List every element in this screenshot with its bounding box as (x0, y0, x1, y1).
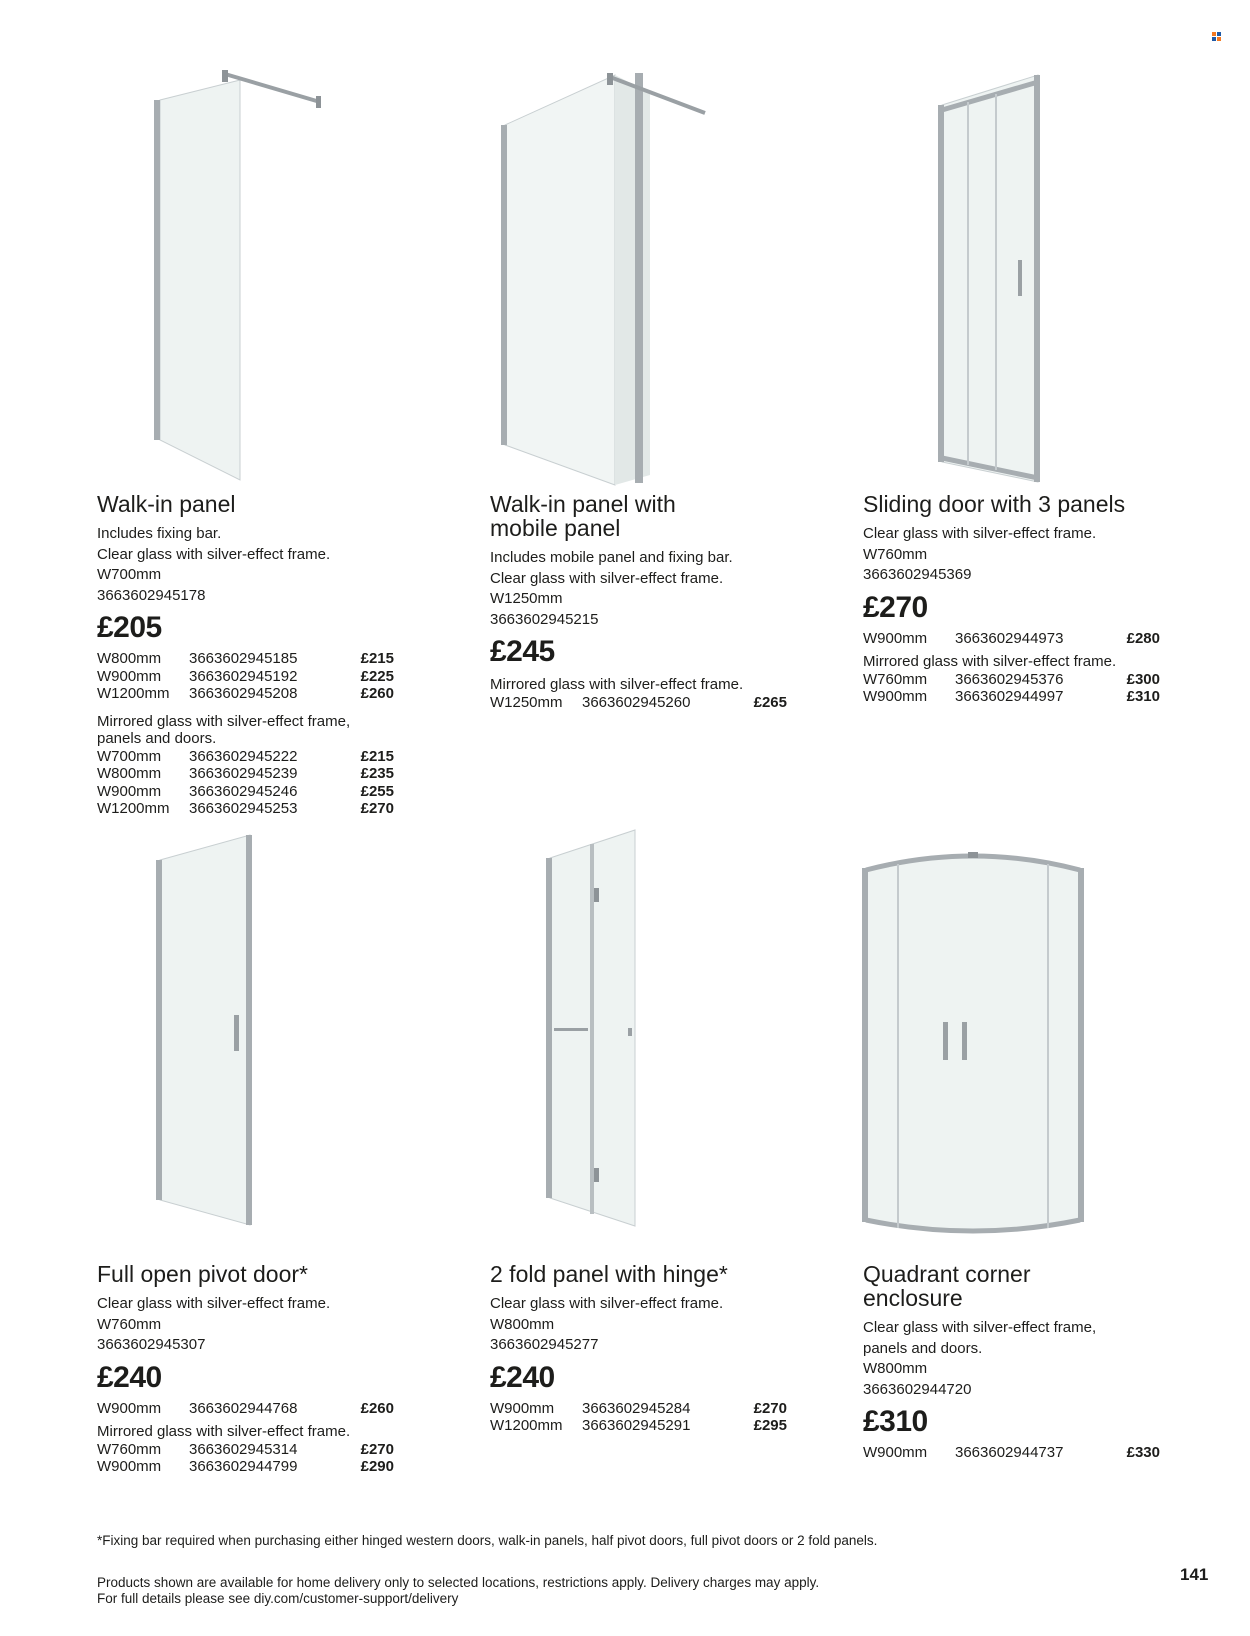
product-walk-in-panel-mobile (490, 492, 800, 711)
product-code: 3663602945307 (97, 1336, 206, 1353)
product-price: £270 (863, 590, 928, 624)
product-code: 3663602945369 (863, 566, 972, 583)
variant-row: W800mm 3663602945239 £235 (97, 765, 394, 782)
variant-row: W1250mm 3663602945260 £265 (490, 693, 787, 711)
disclaimer-line: Products shown are available for home delivery only to selected locations, restrictions apply. Delivery charges may apply. (97, 1575, 820, 1590)
sliding-door-image (930, 70, 1050, 500)
footnote: *Fixing bar required when purchasing either hinged western doors, walk-in panels, half pivot doors, full pivot doors or 2 fold panels. (97, 1533, 878, 1548)
product-code: 3663602945215 (490, 610, 599, 628)
section-title: Mirrored glass with silver-effect frame, panels and doors. (97, 712, 351, 747)
variant-row: W900mm 3663602945192 £225 (97, 667, 394, 685)
product-title: Sliding door with 3 panels (863, 491, 1126, 517)
product-desc: Clear glass with silver-effect frame. (490, 1295, 724, 1312)
product-desc: Clear glass with silver-effect frame, panels and doors. (863, 1319, 1097, 1357)
variant-row: W900mm 3663602944799 £290 (97, 1458, 394, 1475)
product-quadrant-enclosure (863, 1262, 1173, 1462)
product-code: 3663602944720 (863, 1380, 972, 1398)
product-code: 3663602945178 (97, 586, 206, 604)
walk-in-panel-with-mobile-panel-image (495, 65, 725, 490)
product-desc: Clear glass with silver-effect frame. (490, 569, 724, 587)
variant-row: W900mm 3663602945284 £270 (490, 1399, 787, 1417)
section-title: Mirrored glass with silver-effect frame. (863, 653, 1117, 670)
product-price: £240 (97, 1360, 162, 1394)
variant-row: W900mm 3663602945246 £255 (97, 782, 394, 800)
product-title: Quadrant corner enclosure (863, 1261, 1031, 1311)
variant-row: W900mm 3663602944737 £330 (863, 1444, 1160, 1461)
product-code: 3663602945277 (490, 1336, 599, 1353)
product-desc: Clear glass with silver-effect frame. (97, 1295, 331, 1312)
variant-row: W760mm 3663602945376 £300 (863, 670, 1160, 688)
section-title: Mirrored glass with silver-effect frame. (97, 1423, 351, 1440)
variant-row: W800mm 3663602945185 £215 (97, 650, 394, 667)
product-pivot-door (97, 1262, 407, 1476)
product-title: 2 fold panel with hinge* (490, 1261, 728, 1287)
fold-panel-image (540, 828, 650, 1228)
product-desc: Includes fixing bar. (97, 525, 222, 542)
variant-row: W1200mm 3663602945208 £260 (97, 685, 394, 702)
section-title: Mirrored glass with silver-effect frame. (490, 676, 744, 693)
delivery-disclaimer (97, 1575, 819, 1607)
walk-in-panel-image (140, 60, 340, 490)
variant-row: W900mm 3663602944973 £280 (863, 629, 1160, 647)
pivot-door-image (150, 830, 270, 1230)
product-desc: Clear glass with silver-effect frame. (97, 545, 331, 563)
variant-row: W1200mm 3663602945291 £295 (490, 1417, 787, 1434)
variant-row: W900mm 3663602944997 £310 (863, 688, 1160, 705)
quadrant-enclosure-image (858, 850, 1088, 1240)
product-size: W800mm (490, 1315, 555, 1333)
disclaimer-link-line: For full details please see diy.com/customer-support/delivery (97, 1591, 459, 1606)
product-price: £245 (490, 635, 555, 668)
product-price: £240 (490, 1360, 555, 1394)
product-size: W800mm (863, 1360, 928, 1377)
product-price: £310 (863, 1405, 928, 1438)
product-fold-panel (490, 1262, 800, 1435)
brand-logo (1212, 32, 1222, 42)
product-desc: Clear glass with silver-effect frame. (863, 525, 1097, 542)
product-size: W1250mm (490, 590, 563, 607)
product-title: Walk-in panel with mobile panel (490, 491, 676, 541)
variant-row: W700mm 3663602945222 £215 (97, 747, 394, 765)
product-size: W700mm (97, 566, 162, 583)
product-walk-in-panel (97, 492, 407, 818)
product-size: W760mm (97, 1315, 162, 1333)
product-sliding-door (863, 492, 1173, 706)
product-title: Walk-in panel (97, 491, 236, 517)
product-price: £205 (97, 611, 162, 644)
product-size: W760mm (863, 545, 928, 563)
variant-row: W1200mm 3663602945253 £270 (97, 800, 394, 817)
product-title: Full open pivot door* (97, 1261, 308, 1287)
page-number: 141 (1180, 1565, 1209, 1584)
variant-row: W760mm 3663602945314 £270 (97, 1440, 394, 1458)
product-desc: Includes mobile panel and fixing bar. (490, 549, 733, 566)
variant-row: W900mm 3663602944768 £260 (97, 1399, 394, 1417)
